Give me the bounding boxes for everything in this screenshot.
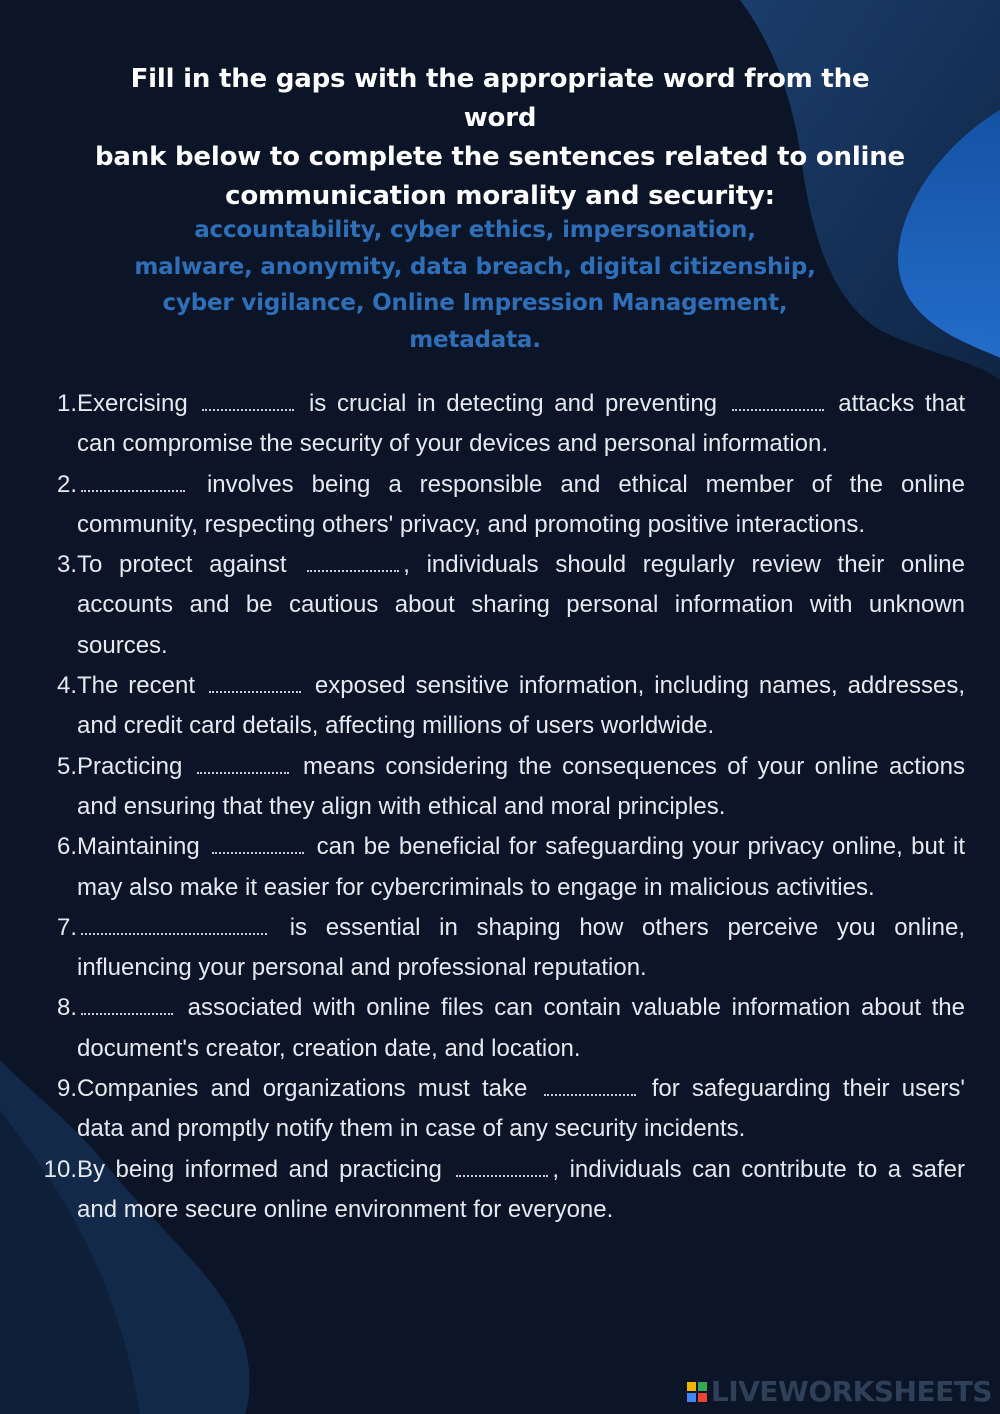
answer-blank[interactable]	[307, 556, 399, 572]
instructions-heading	[90, 60, 910, 216]
question-text	[77, 827, 965, 908]
question-text-after: is essential in shaping how others perceive you online, influencing your personal and professional reputation.	[77, 913, 965, 982]
answer-blank[interactable]	[212, 838, 304, 854]
question-text-after: can be beneficial for safeguarding your privacy online, but it may also make it easier for cybercriminals to engage in malicious activities.	[77, 833, 965, 901]
answer-blank[interactable]	[202, 395, 294, 411]
question-number: 2.	[56, 470, 77, 498]
question-item-4	[40, 666, 965, 747]
question-number: 5.	[56, 752, 77, 780]
logo-tile	[687, 1393, 696, 1402]
liveworksheets-logo[interactable]	[687, 1375, 992, 1408]
word-bank-line: metadata.	[409, 326, 541, 353]
word-bank	[110, 212, 840, 358]
heading-line: communication morality and security:	[225, 181, 775, 211]
question-text-after: , individuals should regularly review their online accounts and be cautious about sharing personal information with unknown sources.	[77, 551, 965, 659]
word-bank-line: accountability, cyber ethics, impersonation,	[194, 217, 756, 243]
question-text	[77, 465, 965, 546]
question-item-7	[40, 908, 965, 989]
answer-blank[interactable]	[81, 999, 173, 1015]
question-number: 7.	[56, 913, 77, 941]
question-text-before: Exercising	[77, 390, 199, 417]
question-text	[77, 988, 965, 1069]
question-text	[77, 545, 965, 666]
question-item-1	[40, 384, 965, 465]
question-item-10	[40, 1150, 965, 1231]
question-text	[77, 908, 965, 989]
logo-tile	[698, 1393, 707, 1402]
question-number: 1.	[56, 390, 77, 417]
question-item-9	[40, 1069, 965, 1150]
question-text-before: Practicing	[77, 752, 193, 780]
answer-blank[interactable]	[209, 677, 301, 693]
question-text-after: , individuals can contribute to a safer and more secure online environment for everyone.	[77, 1155, 965, 1223]
question-text	[77, 1069, 965, 1150]
question-number: 6.	[56, 833, 77, 861]
question-item-3	[40, 545, 965, 666]
question-number: 4.	[56, 672, 77, 700]
logo-tile	[687, 1382, 696, 1391]
question-item-5	[40, 747, 965, 828]
question-text-middle: is crucial in detecting and preventing	[298, 390, 728, 417]
question-item-6	[40, 827, 965, 908]
answer-blank[interactable]	[81, 476, 185, 492]
logo-text: LIVEWORKSHEETS	[710, 1375, 992, 1408]
answer-blank[interactable]	[544, 1080, 636, 1096]
answer-blank[interactable]	[732, 395, 824, 411]
question-number: 8.	[56, 994, 77, 1022]
question-number: 9.	[56, 1075, 77, 1103]
question-text	[77, 666, 965, 747]
question-list	[40, 384, 965, 1230]
heading-line: bank below to complete the sentences related to online	[95, 142, 905, 172]
question-text-before: By being informed and practicing	[77, 1155, 453, 1183]
heading-line: Fill in the gaps with the appropriate word from the word	[130, 64, 870, 133]
question-item-2	[40, 465, 965, 546]
question-text-before: The recent	[77, 672, 205, 700]
answer-blank[interactable]	[81, 919, 267, 935]
question-text-before: Maintaining	[77, 833, 209, 861]
question-text-after: exposed sensitive information, including names, addresses, and credit card details, affecting millions of users worldwide.	[77, 672, 965, 740]
question-text-after: associated with online files can contain valuable information about the document's creator, creation date, and location.	[77, 994, 965, 1062]
question-text-before: Companies and organizations must take	[77, 1075, 540, 1103]
question-text-before: To protect against	[77, 551, 304, 579]
question-item-8	[40, 988, 965, 1069]
question-text-after: means considering the consequences of your online actions and ensuring that they align with ethical and moral principles.	[77, 752, 965, 820]
answer-blank[interactable]	[197, 758, 289, 774]
word-bank-line: cyber vigilance, Online Impression Management,	[162, 290, 788, 316]
logo-mark-icon	[687, 1382, 707, 1402]
question-text-after: for safeguarding their users' data and promptly notify them in case of any security incidents.	[77, 1075, 966, 1143]
question-number: 10.	[43, 1155, 77, 1183]
question-number: 3.	[56, 551, 77, 579]
question-text	[77, 747, 965, 828]
question-text	[77, 384, 965, 465]
question-text-after: attacks that can compromise the security of your devices and personal information.	[77, 390, 965, 458]
word-bank-line: malware, anonymity, data breach, digital citizenship,	[134, 253, 816, 280]
answer-blank[interactable]	[456, 1161, 548, 1177]
logo-tile	[698, 1382, 707, 1391]
question-text	[77, 1150, 965, 1231]
question-text-after: involves being a responsible and ethical member of the online community, respecting others' privacy, and promoting positive interactions.	[77, 470, 966, 538]
